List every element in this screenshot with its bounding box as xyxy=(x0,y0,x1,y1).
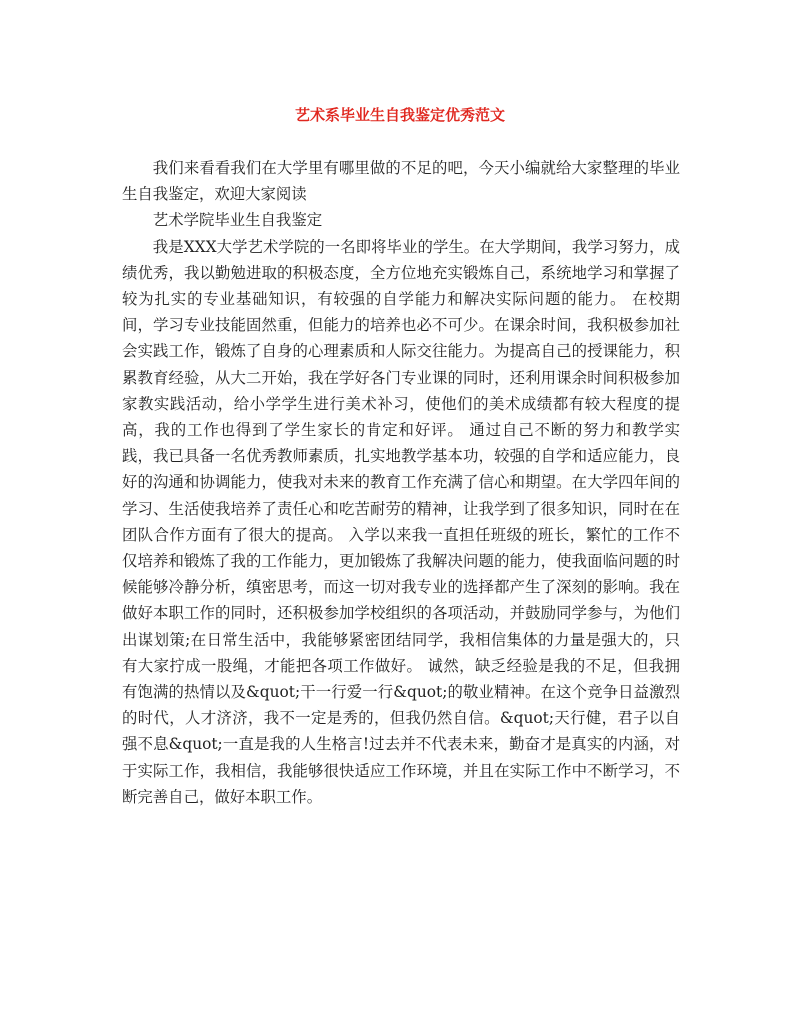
document-title: 艺术系毕业生自我鉴定优秀范文 xyxy=(294,106,505,124)
body-paragraph: 我是XXX大学艺术学院的一名即将毕业的学生。在大学期间，我学习努力，成绩优秀，我以勤勉进取的积极态度，全方位地充实锻炼自己，系统地学习和掌握了较为扎实的专业基础知识，有较强的自学能力和解决实际问题的能力。 在校期间，学习专业技能固然重，但能力的培养也必不可少。在课余时间，我积极参加社会实践工作，锻炼了自身的心理素质和人际交往能力。为提高自己的授课能力，积累教育经验，从大二开始，我在学好各门专业课的同时，还利用课余时间积极参加家教实践活动，给小学学生进行美术补习，使他们的美术成绩都有较大程度的提高，我的工作也得到了学生家长的肯定和好评。 通过自己不断的努力和教学实践，我已具备一名优秀教师素质，扎实地教学基本功，较强的自学和适应能力，良好的沟通和协调能力，使我对未来的教育工作充满了信心和期望。在大学四年间的学习、生活使我培养了责任心和吃苦耐劳的精神，让我学到了很多知识，同时在在团队合作方面有了很大的提高。 入学以来我一直担任班级的班长，繁忙的工作不仅培养和锻炼了我的工作能力，更加锻炼了我解决问题的能力，使我面临问题的时候能够冷静分析，缜密思考，而这一切对我专业的选择都产生了深刻的影响。我在做好本职工作的同时，还积极参加学校组织的各项活动，并鼓励同学参与，为他们出谋划策;在日常生活中，我能够紧密团结同学，我相信集体的力量是强大的，只有大家拧成一股绳，才能把各项工作做好。 诚然，缺乏经验是我的不足，但我拥有饱满的热情以及&quot;干一行爱一行&quot;的敬业精神。在这个竞争日益激烈的时代，人才济济，我不一定是秀的，但我仍然自信。&quot;天行健，君子以自强不息&quot;一直是我的人生格言!过去并不代表未来，勤奋才是真实的内涵，对于实际工作，我相信，我能够很快适应工作环境，并且在实际工作中不断学习，不断完善自己，做好本职工作。 xyxy=(122,237,680,806)
section-heading: 艺术学院毕业生自我鉴定 xyxy=(152,211,323,230)
intro-paragraph: 我们来看看我们在大学里有哪里做的不足的吧，今天小编就给大家整理的毕业生自我鉴定，欢迎大家阅读 xyxy=(122,159,680,204)
document-body xyxy=(122,155,680,810)
